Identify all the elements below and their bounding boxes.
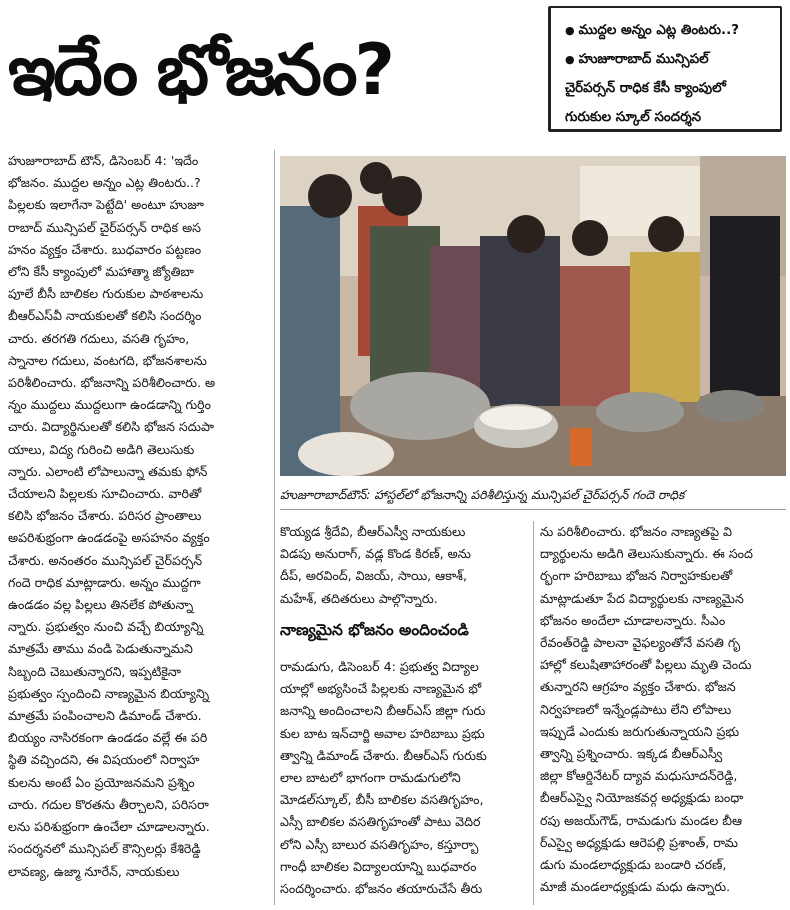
kicker-line [565,74,774,103]
text-line: పిల్లలకు ఇలాగేనా పెట్టేది' అంటూ హుజూ [8,197,204,213]
text-line: దీప్, అరవింద్, విజయ్, సాయి, ఆకాశ్, [280,568,467,584]
text-line: రామడుగు, డిసెంబర్ 4: ప్రభుత్వ విద్యాల [280,659,479,674]
text-line: కొయ్యడ శ్రీదేవి, బీఆర్‌ఎస్వీ నాయకులు [280,524,466,539]
text-line: లోని ఎస్సీ బాలుర వసతిగృహం, కస్తూర్బా [280,836,479,852]
text-line: ర్‌ఎస్వై అధ్యక్షుడు ఆరెపల్లి ప్రశాంత్, రామ [540,834,738,850]
text-line: హాల్లో కలుషితాహారంతో పిల్లలు మృతి చెందు [540,657,752,673]
bullet-icon: ● [565,53,575,66]
text-line: విడపు అనురాగ్, వడ్ల కొండ కిరణ్, అను [280,546,471,562]
text-line: న్నం ముద్దలు ముద్దలుగా ఉండడాన్ని గుర్తిం [8,397,212,413]
photo-caption: హుజూరాబాద్‌టౌన్: హాస్టల్‌లో భోజనాన్ని పరిశీలిస్తున్న మున్సిపల్ చైర్‌పర్సన్ గందె రాధిక [280,480,786,510]
kicker-text: ముద్దల అన్నం ఎట్ల తింటరు..? [578,23,739,38]
text-line: రాబాద్ మున్సిపల్ చైర్‌పర్సన్ రాధిక అస [8,219,202,235]
kicker-text: చైర్‌పర్సన్ రాధిక కేసీ క్యాంపులో [565,81,726,96]
text-line: త్వాన్ని ప్రశ్నించారు. ఇక్కడ బీఆర్‌ఎస్వీ [540,746,723,762]
column-divider [533,521,534,905]
text-line: బీఆర్‌ఎస్వై నియోజకవర్గ అధ్యక్షుడు బంధా [540,790,744,806]
text-line: రేవంత్‌రెడ్డి పాలనా వైఫల్యంతోనే వసతి గృ [540,635,741,651]
text-line: గందె రాధిక మాట్లాడారు. అన్నం ముద్దగా [8,574,201,590]
text-line: త్వాన్ని డిమాండ్ చేశారు. బీఆర్‌ఎస్ గురుకు [280,747,487,763]
text-line: స్థితి వచ్చిందని, ఈ విషయంలో నిర్వాహ [8,752,200,768]
text-line: పరిశీలించారు. భోజనాన్ని పరిశీలించారు. అ [8,375,216,391]
article2-column-right [540,521,786,905]
text-line: భోజనం అందేలా చూడాలన్నారు. సీఎం [540,612,726,628]
kicker-box [548,6,782,132]
text-line: జిల్లా కోఆర్డినేటర్ ద్యావ మధుసూదన్‌రెడ్డి, [540,768,738,784]
text-line: బియ్యం నాసిరకంగా ఉండడం వల్లే ఈ పరి [8,730,208,746]
article2-subhead: నాణ్యమైన భోజనం అందించండి [280,621,469,639]
text-line: హుజూరాబాద్ టౌన్, డిసెంబర్ 4: 'ఇదేం [8,153,199,168]
text-line: అపరిశుభ్రంగా ఉండడంపై అసహనం వ్యక్తం [8,530,210,546]
kicker-line [565,103,774,132]
text-line: ఇప్పుడే ఎందుకు జరుగుతున్నాయని ప్రభు [540,723,740,739]
text-line: బీఆర్‌ఎస్‌వీ నాయకులతో కలిసి సందర్శిం [8,308,202,324]
text-line: న్నారు. ప్రభుత్వం నుంచి వచ్చే బియ్యాన్ని [8,619,204,635]
text-line: లాల బాటలో భాగంగా రామడుగులోని [280,770,461,786]
text-line: ఉండడం వల్ల పిల్లలు తినలేక పోతున్నా [8,597,194,613]
text-line: ప్రభుత్వం స్పందించి నాణ్యమైన బియ్యాన్ని [8,685,210,701]
text-line: జనాన్ని అందించాలని బీఆర్‌ఎస్ జిల్లా గురు [280,703,486,719]
text-line: కలిసి భోజనం చేశారు. పరిసర ప్రాంతాలు [8,508,202,524]
text-line: రపు అజయ్‌గౌడ్, రామడుగు మండల బీఆ [540,812,743,828]
text-line: మాత్రమే పంపించాలని డిమాండ్ చేశారు. [8,708,202,724]
article-continuation [280,521,528,607]
text-line: ను పరిశీలించారు. భోజనం నాణ్యతపై వి [540,524,732,539]
text-line: స్నానాల గదులు, వంటగది, భోజనశాలను [8,352,207,368]
bullet-icon: ● [565,24,575,37]
text-line: హనం వ్యక్తం చేశారు. బుధవారం పట్టణం [8,241,202,257]
column-divider [274,150,275,905]
text-line: యాల్లో అభ్యసించే పిల్లలకు నాణ్యమైన భో [280,681,482,697]
text-line: మాట్లాడుతూ పేద విద్యార్థులకు నాణ్యమైన [540,590,744,606]
kicker-text: హుజూరాబాద్ మున్సిపల్ [578,52,709,67]
text-line: చారు. తరగతి గదులు, వసతి గృహం, [8,330,190,346]
text-line: ద్యార్థులను అడిగి తెలుసుకున్నారు. ఈ సంద [540,546,753,562]
text-line: చారు. గదుల కొరతను తీర్చాలని, పరిసరా [8,796,209,812]
text-line: లోని కేసీ క్యాంపులో మహాత్మా జ్యోతిబా [8,264,194,280]
text-line: సందర్శనలో మున్సిపల్ కౌన్సిలర్లు కేశిరెడ్డి [8,841,201,857]
text-line: గాంధీ బాలికల విద్యాలయాన్ని బుధవారం [280,858,477,874]
text-line: కుల బాట ఇన్‌చార్జి అవాల హరిబాబు ప్రభు [280,725,485,741]
text-line: తున్నారని ఆగ్రహం వ్యక్తం చేశారు. భోజన [540,679,736,695]
text-line: నిర్వహణలో ఇన్నేండ్లపాటు లేని లోపాలు [540,701,732,717]
text-line: ర్భంగా హరిబాబు భోజన నిర్వాహకులతో [540,568,733,584]
kitchen-inspection-photo [280,156,786,476]
article-column-left [8,150,270,905]
article2-column-left [280,656,528,906]
text-line: న్నారు. ఎలాంటి లోపాలున్నా తమకు ఫోన్ [8,463,208,479]
text-line: యాలు, విద్య గురించి అడిగి తెలుసుకు [8,441,195,457]
text-line: సిబ్బంది చెబుతున్నారని, ఇప్పటికైనా [8,663,181,679]
text-line: మోడల్‌స్కూల్, బీసీ బాలికల వసతిగృహం, [280,792,484,808]
text-line: పూలే బీసీ బాలికల గురుకుల పాఠశాలను [8,286,204,302]
headline: ఇదేం భోజనం? [8,29,393,111]
text-line: ఎస్సీ బాలికల వసతిగృహంతో పాటు వెదిర [280,814,481,830]
text-line: చారు. విద్యార్థినులతో కలిసి భోజన సదుపా [8,419,215,435]
text-line: మాజీ మండలాధ్యక్షుడు మధు ఉన్నారు. [540,879,731,895]
kicker-line [565,45,774,74]
text-line: చేశారు. అనంతరం మున్సిపల్ చైర్‌పర్సన్ [8,552,203,568]
text-line: లను పరిశుభ్రంగా ఉంచేలా చూడాలన్నారు. [8,819,210,835]
text-line: మహేశ్, తదితరులు పాల్గొన్నారు. [280,590,438,606]
kicker-line [565,16,774,45]
text-line: డుగు మండలాధ్యక్షుడు బండారి చరణ్, [540,857,727,873]
text-line: కులను అంటే ఏం ప్రయోజనమని ప్రశ్నిం [8,774,195,790]
kicker-text: గురుకుల స్కూల్ సందర్శన [565,110,702,125]
text-line: చేయాలని పిల్లలకు సూచించారు. వారితో [8,486,202,502]
news-photo [280,156,786,476]
text-line: మాత్రమే తాము వండి పెడుతున్నామని [8,641,193,657]
text-line: సందర్శించారు. భోజనం తయారుచేసే తీరు [280,881,483,897]
text-line: భోజనం. ముద్దల అన్నం ఎట్ల తింటరు..? [8,175,201,191]
text-line: లావణ్య, ఉజ్మా నూరేన్, నాయకులు [8,863,180,879]
